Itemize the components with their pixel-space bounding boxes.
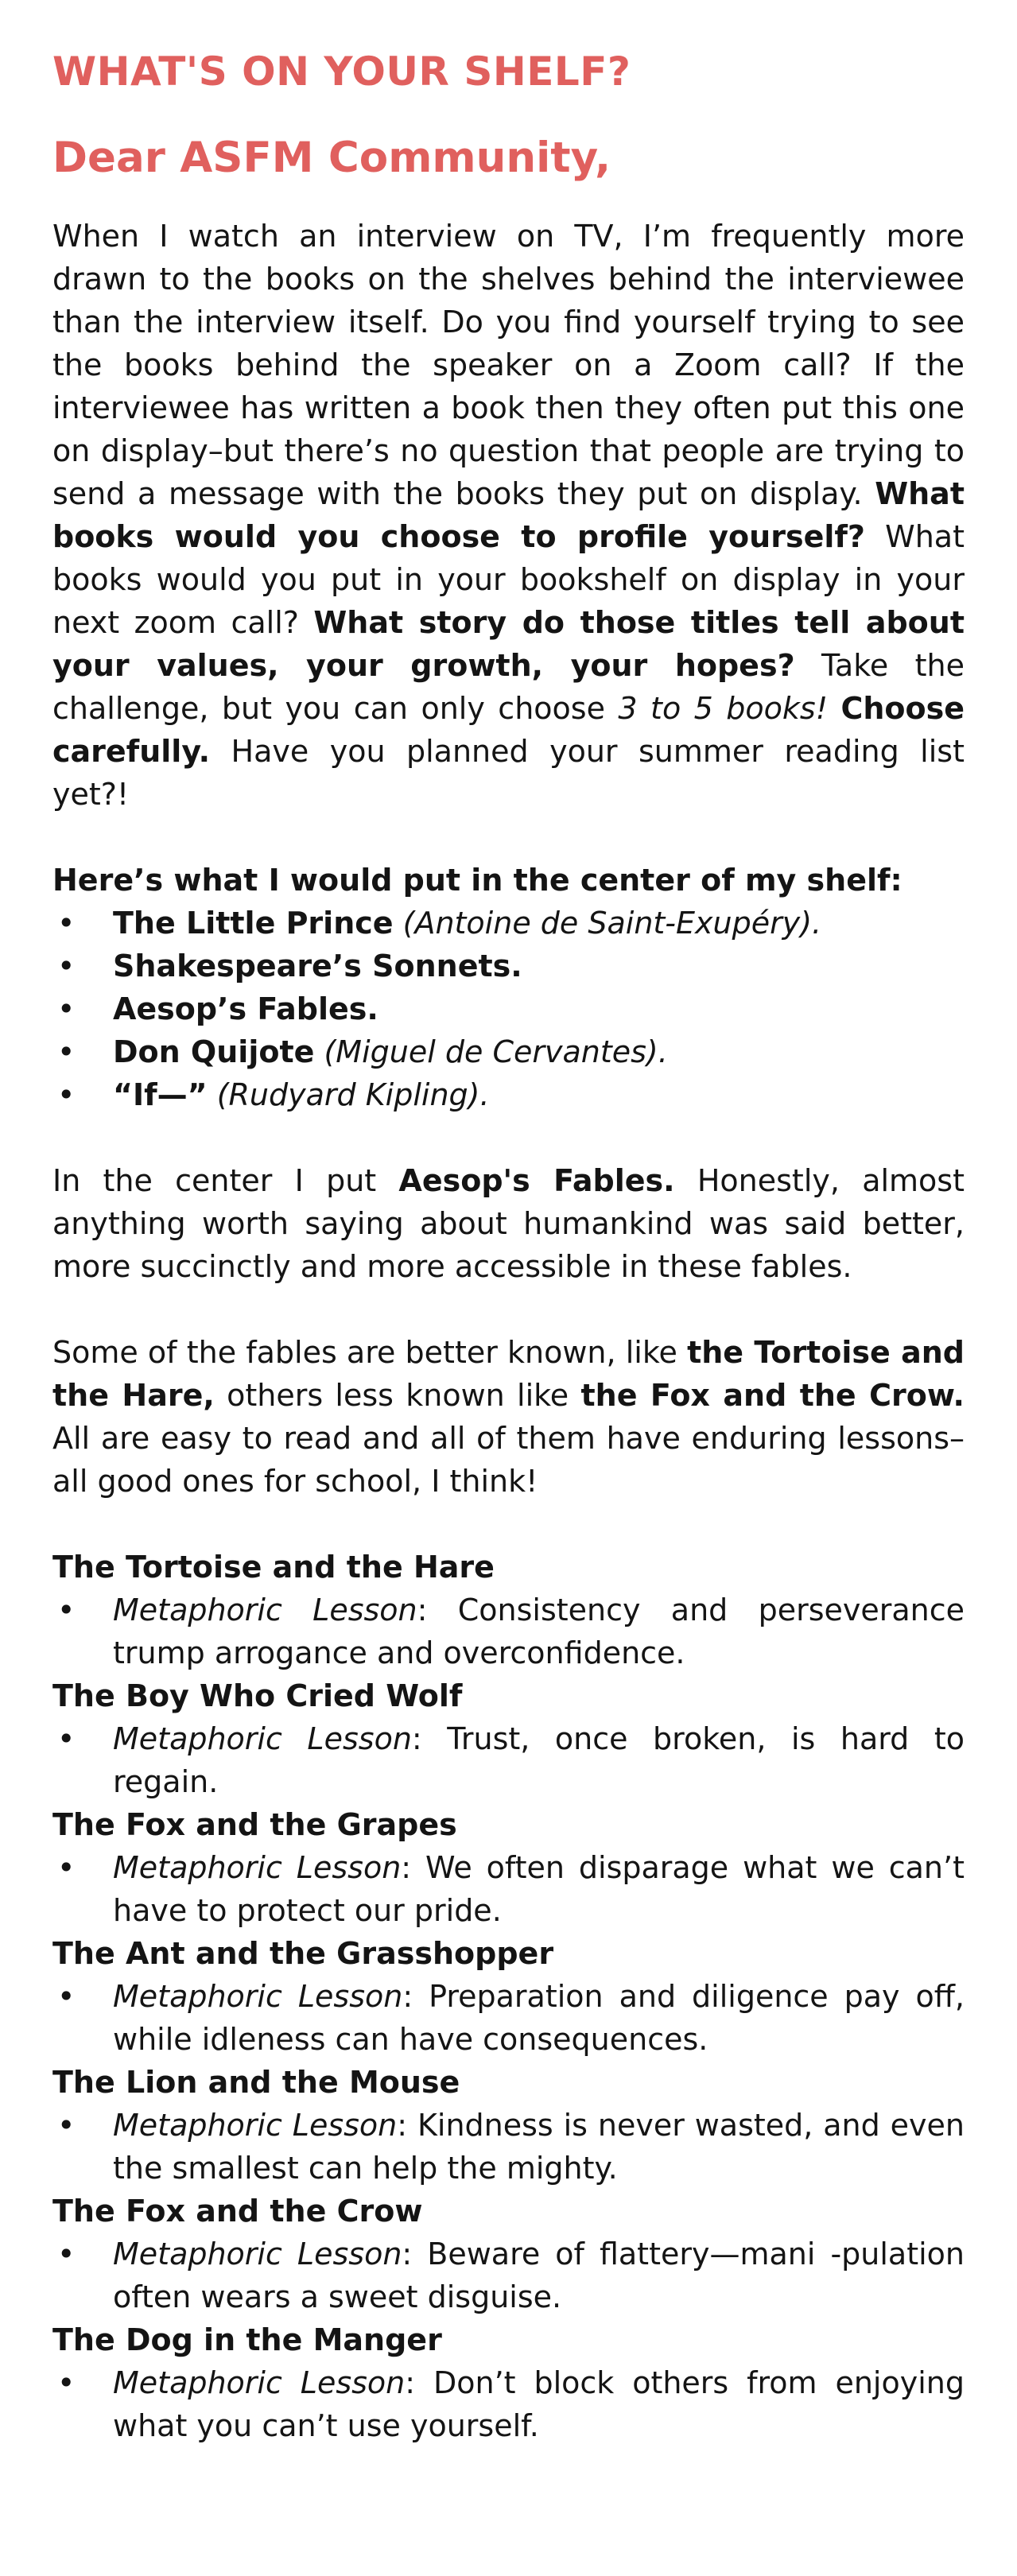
lesson-label: Metaphoric Lesson — [113, 1721, 412, 1756]
fable-lesson — [52, 1846, 965, 1932]
lesson-label: Metaphoric Lesson — [113, 2108, 398, 2143]
known-bold-1: the Tortoise and the Hare, — [52, 1335, 965, 1413]
intro-paragraph — [52, 215, 965, 816]
bullet-icon: • — [57, 2365, 76, 2400]
intro-bold-3: Choose carefully. — [52, 691, 965, 769]
lesson-text: : Beware of flattery—mani -pulation often wears a sweet disguise. — [113, 2237, 965, 2314]
lesson-text: : Don’t block others from enjoying what you can’t use yourself. — [113, 2365, 965, 2443]
intro-text-3: Take the challenge, but you can only choose — [52, 648, 965, 726]
intro-text-2: What books would you put in your bookshelf on display in your next zoom call? — [52, 519, 965, 640]
fable-lesson — [52, 2361, 965, 2447]
lesson-label: Metaphoric Lesson — [113, 1979, 403, 2014]
intro-text-1: When I watch an interview on TV, I’m frequently more drawn to the books on the shelves behind the interviewee than the interview itself. Do you find yourself trying to see the books behind the speaker on a Zoom call? If the interviewee has written a book then they often put this one on display–but there’s no question that people are trying to send a message with the books they put on display. — [52, 219, 965, 511]
lesson-text: : We often disparage what we can’t have to protect our pride. — [113, 1850, 965, 1928]
greeting: Dear ASFM Community, — [52, 134, 611, 182]
fable-title: The Boy Who Cried Wolf — [52, 1678, 463, 1713]
bullet-icon: • — [57, 2237, 76, 2271]
fable-title: The Ant and the Grasshopper — [52, 1936, 554, 1971]
lesson-text: : Kindness is never wasted, and even the smallest can help the mighty. — [113, 2108, 965, 2186]
lesson-label: Metaphoric Lesson — [113, 1850, 402, 1885]
fable-lesson — [52, 1589, 965, 1674]
intro-italic-1: 3 to 5 books! — [618, 691, 828, 726]
known-paragraph — [52, 1331, 965, 1503]
center-bold-1: Aesop's Fables. — [398, 1163, 675, 1198]
fable-title: The Lion and the Mouse — [52, 2065, 460, 2100]
shelf-item — [52, 902, 965, 945]
intro-text-5: Have you planned your summer reading list yet?! — [52, 734, 965, 812]
fable-list — [52, 1546, 965, 2447]
fable-lesson — [52, 2233, 965, 2318]
book-author: (Miguel de Cervantes). — [314, 1034, 668, 1069]
intro-text-4 — [828, 691, 840, 726]
shelf-item — [52, 945, 965, 987]
known-bold-2: the Fox and the Crow. — [580, 1378, 965, 1413]
intro-bold-1: What books would you choose to profile yourself? — [52, 476, 965, 554]
bullet-icon: • — [57, 1721, 76, 1756]
center-paragraph — [52, 1159, 965, 1288]
fable-title: The Fox and the Grapes — [52, 1807, 457, 1842]
spacer — [52, 816, 965, 859]
page-heading: WHAT'S ON YOUR SHELF? — [52, 48, 631, 95]
shelf-item — [52, 987, 965, 1030]
shelf-item — [52, 1030, 965, 1073]
book-title: “If—” — [113, 1077, 208, 1112]
known-text-1: Some of the fables are better known, like — [52, 1335, 688, 1370]
lesson-label: Metaphoric Lesson — [113, 2237, 402, 2271]
book-title: Aesop’s Fables. — [113, 991, 378, 1026]
book-title: Don Quijote — [113, 1034, 315, 1069]
spacer — [52, 1503, 965, 1546]
shelf-item — [52, 1073, 965, 1116]
intro-bold-2: What story do those titles tell about your values, your growth, your hopes? — [52, 605, 965, 683]
book-author: (Antoine de Saint-Exupéry). — [393, 906, 822, 941]
shelf-title: Here’s what I would put in the center of my shelf: — [52, 863, 902, 898]
lesson-text: : Preparation and diligence pay off, while idleness can have consequences. — [113, 1979, 965, 2057]
center-text-1: In the center I put — [52, 1163, 399, 1198]
fable-lesson — [52, 1717, 965, 1803]
spacer — [52, 1116, 965, 1159]
fable-title: The Fox and the Crow — [52, 2194, 423, 2229]
lesson-text: : Consistency and perseverance trump arrogance and overconfidence. — [113, 1593, 965, 1670]
book-title: Shakespeare’s Sonnets. — [113, 949, 522, 983]
book-author: (Rudyard Kipling). — [207, 1077, 490, 1112]
lesson-label: Metaphoric Lesson — [113, 1593, 417, 1627]
spacer — [52, 1288, 965, 1331]
book-title: The Little Prince — [113, 906, 394, 941]
shelf-list — [52, 902, 965, 1116]
known-text-2: others less known like — [214, 1378, 581, 1413]
fable-title: The Tortoise and the Hare — [52, 1550, 495, 1585]
fable-lesson — [52, 1975, 965, 2061]
bullet-icon: • — [57, 1850, 76, 1885]
lesson-label: Metaphoric Lesson — [113, 2365, 406, 2400]
known-text-3: All are easy to read and all of them have enduring lessons–all good ones for school, I think! — [52, 1421, 965, 1499]
fable-title: The Dog in the Manger — [52, 2322, 442, 2357]
lesson-text: : Trust, once broken, is hard to regain. — [113, 1721, 965, 1799]
bullet-icon: • — [57, 1593, 76, 1627]
fable-lesson — [52, 2104, 965, 2190]
bullet-icon: • — [57, 1979, 76, 2014]
center-text-2: Honestly, almost anything worth saying about humankind was said better, more succinctly and more accessible in these fables. — [52, 1163, 965, 1284]
bullet-icon: • — [57, 2108, 76, 2143]
